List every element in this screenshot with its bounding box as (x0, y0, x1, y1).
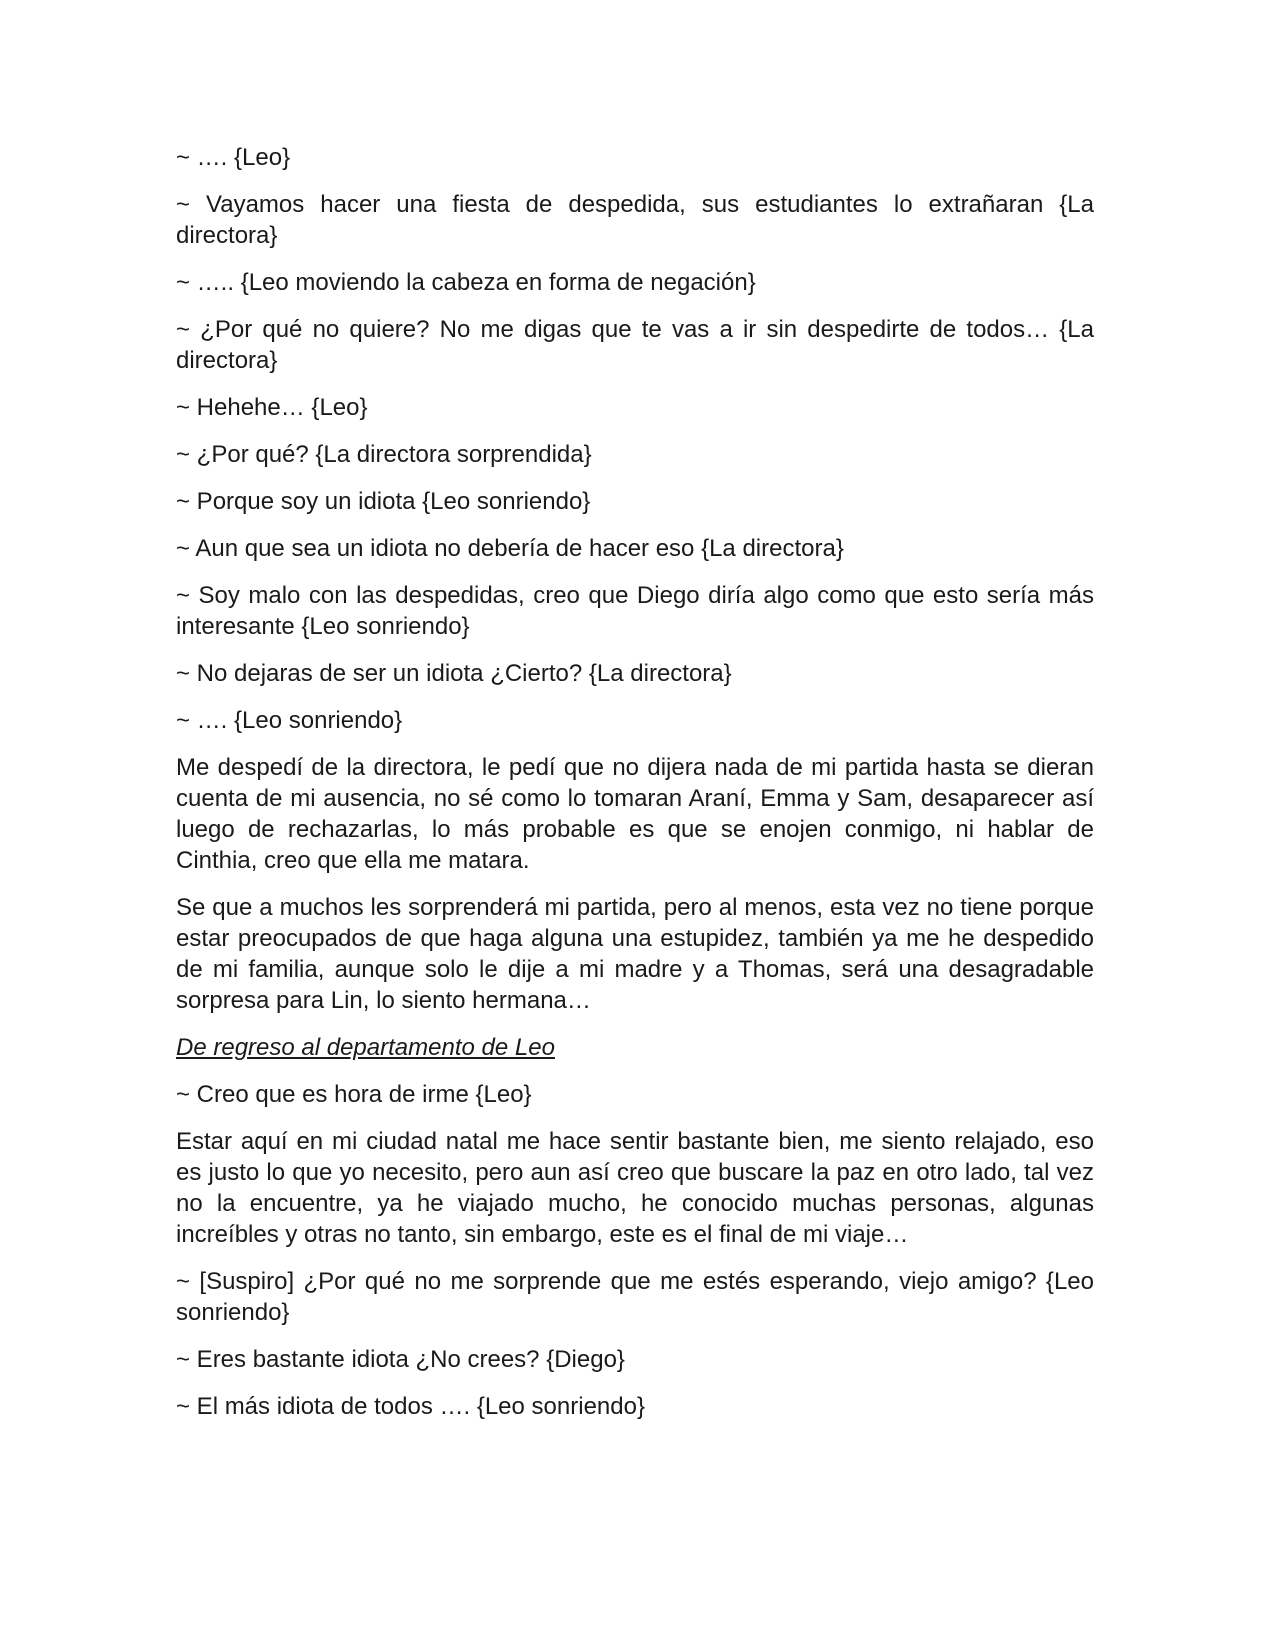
dialogue-line: ~ El más idiota de todos …. {Leo sonriendo} (176, 1393, 645, 1420)
narration-paragraph: Se que a muchos les sorprenderá mi partida, pero al menos, esta vez no tiene porque estar preocupados de que haga alguna una estupidez, también ya me he despedido de mi familia, aunque solo le dije a mi madre y a Thomas, será una desagradable sorpresa para Lin, lo siento hermana… (176, 894, 1094, 1014)
dialogue-line: ~ Porque soy un idiota {Leo sonriendo} (176, 488, 591, 515)
dialogue-line: ~ …. {Leo sonriendo} (176, 707, 403, 734)
scene-heading: De regreso al departamento de Leo (176, 1034, 555, 1061)
dialogue-line: ~ Hehehe… {Leo} (176, 394, 368, 421)
dialogue-line: ~ Vayamos hacer una fiesta de despedida, sus estudiantes lo extrañaran {La directora} (176, 191, 1094, 249)
narration-paragraph: Estar aquí en mi ciudad natal me hace sentir bastante bien, me siento relajado, eso es justo lo que yo necesito, pero aun así creo que buscare la paz en otro lado, tal vez no la encuentre, ya he viajado mucho, he conocido muchas personas, algunas increíbles y otras no tanto, sin embargo, este es el final de mi viaje… (176, 1128, 1094, 1248)
dialogue-line: ~ [Suspiro] ¿Por qué no me sorprende que me estés esperando, viejo amigo? {Leo sonriendo} (176, 1268, 1094, 1326)
narration-paragraph: Me despedí de la directora, le pedí que no dijera nada de mi partida hasta se dieran cuenta de mi ausencia, no sé como lo tomaran Araní, Emma y Sam, desaparecer así luego de rechazarlas, lo más probable es que se enojen conmigo, ni hablar de Cinthia, creo que ella me matara. (176, 754, 1094, 874)
document-body (176, 142, 1094, 1438)
dialogue-line: ~ ¿Por qué no quiere? No me digas que te vas a ir sin despedirte de todos… {La directora} (176, 316, 1094, 374)
dialogue-line: ~ Soy malo con las despedidas, creo que Diego diría algo como que esto sería más interesante {Leo sonriendo} (176, 582, 1094, 640)
dialogue-line: ~ No dejaras de ser un idiota ¿Cierto? {La directora} (176, 660, 732, 687)
dialogue-line: ~ Aun que sea un idiota no debería de hacer eso {La directora} (176, 535, 844, 562)
dialogue-line: ~ ¿Por qué? {La directora sorprendida} (176, 441, 592, 468)
dialogue-line: ~ …. {Leo} (176, 144, 291, 171)
dialogue-line: ~ ….. {Leo moviendo la cabeza en forma de negación} (176, 269, 756, 296)
dialogue-line: ~ Eres bastante idiota ¿No crees? {Diego} (176, 1346, 625, 1373)
dialogue-line: ~ Creo que es hora de irme {Leo} (176, 1081, 532, 1108)
